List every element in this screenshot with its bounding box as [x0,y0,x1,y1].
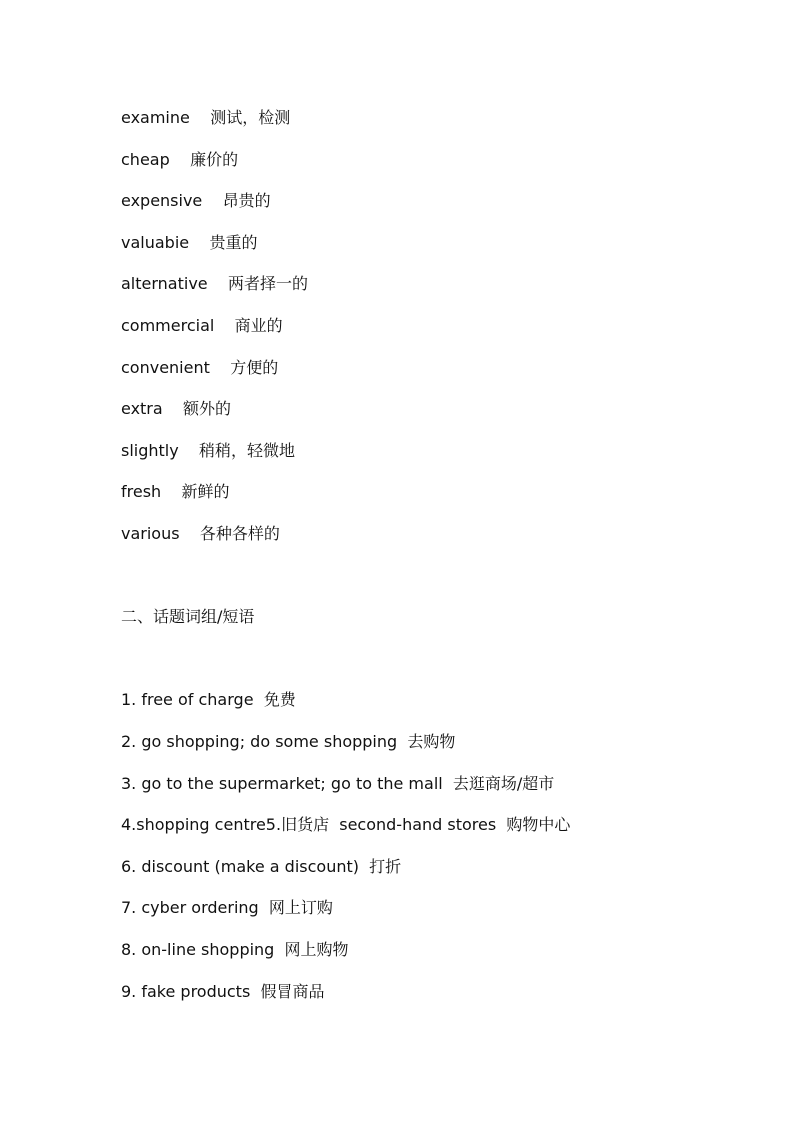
vocab-item-convenient: convenient 方便的 [121,358,279,377]
phrase-item-9: 9. fake products 假冒商品 [121,982,325,1001]
phrase-item-1: 1. free of charge 免费 [121,690,296,709]
phrase-item-7: 7. cyber ordering 网上订购 [121,898,333,917]
vocab-item-expensive: expensive 昂贵的 [121,191,271,210]
phrase-item-8: 8. on-line shopping 网上购物 [121,940,349,959]
section-heading: 二、话题词组/短语 [121,607,255,626]
vocab-item-commercial: commercial 商业的 [121,316,283,335]
phrase-item-4: 4.shopping centre5.旧货店 second-hand stores 购物中心 [121,815,571,834]
vocab-item-extra: extra 额外的 [121,399,232,418]
vocab-item-cheap: cheap 廉价的 [121,150,239,169]
vocab-item-alternative: alternative 两者择一的 [121,274,308,293]
phrase-item-2: 2. go shopping; do some shopping 去购物 [121,732,456,751]
vocab-item-fresh: fresh 新鲜的 [121,482,230,501]
phrase-item-3: 3. go to the supermarket; go to the mall 去逛商场/超市 [121,774,555,793]
vocab-item-slightly: slightly 稍稍，轻微地 [121,441,296,460]
phrase-item-6: 6. discount (make a discount) 打折 [121,857,402,876]
vocab-item-various: various 各种各样的 [121,524,280,543]
vocab-item-examine: examine 测试，检测 [121,108,291,127]
vocab-item-valuabie: valuabie 贵重的 [121,233,258,252]
